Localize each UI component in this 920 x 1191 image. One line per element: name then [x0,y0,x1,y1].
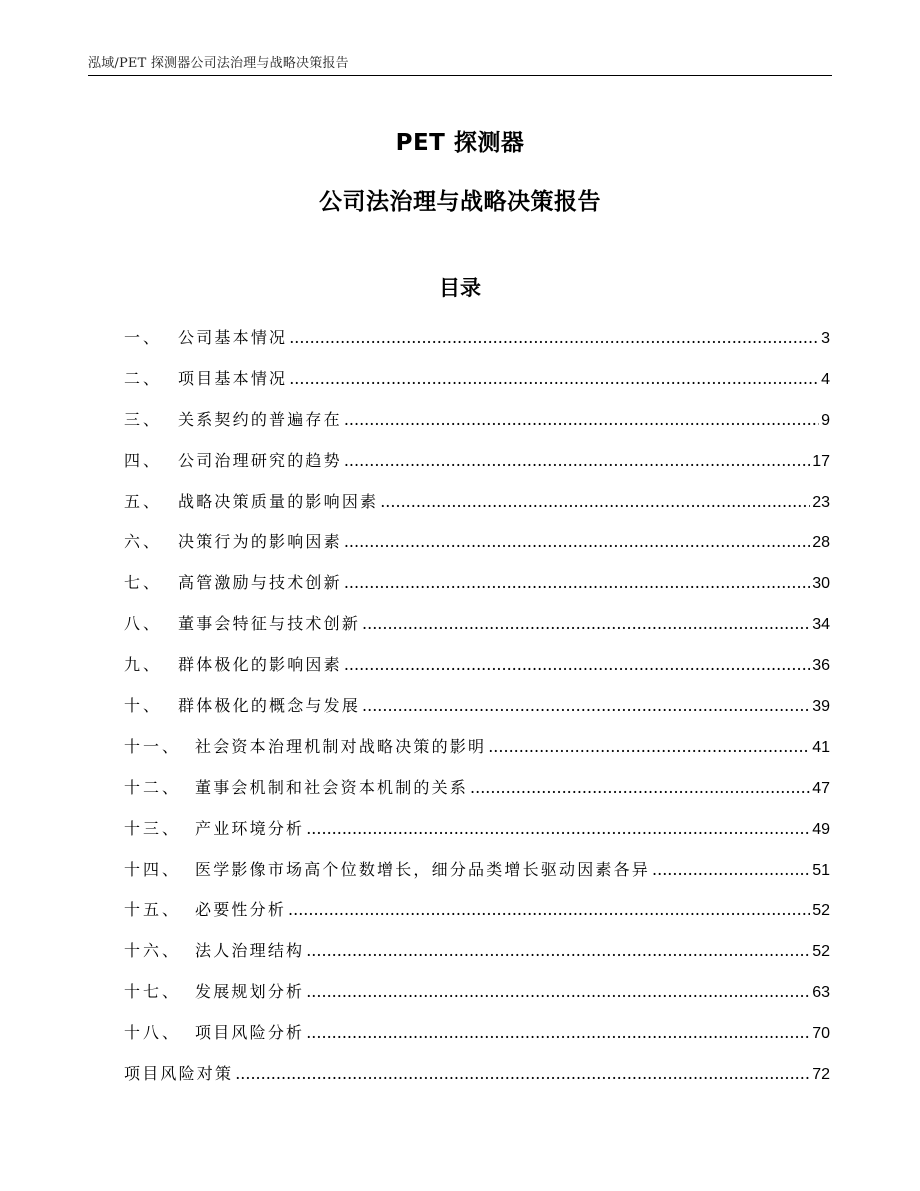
toc-dot-leader [344,446,810,476]
toc-entry[interactable] [124,323,830,364]
toc-entry-page: 34 [812,616,830,634]
toc-entry-number: 二、 [124,368,163,388]
toc-dot-leader [362,609,810,639]
toc-entry-number: 十二、 [124,777,182,797]
toc-entry-page: 23 [812,493,830,511]
toc-entry-page: 17 [812,452,830,470]
toc-entry-number: 十三、 [124,818,182,838]
toc-entry-label: 社会资本治理机制对战略决策的影明 [195,736,487,756]
running-header: 泓域/PET 探测器公司法治理与战略决策报告 [88,56,349,71]
toc-heading: 目录 [439,276,481,300]
toc-entry[interactable] [124,814,830,855]
toc-entry[interactable] [124,487,830,528]
toc-dot-leader [235,1059,810,1089]
toc-entry-label: 高管激励与技术创新 [178,573,342,593]
toc-entry-label: 群体极化的影响因素 [178,655,342,675]
toc-entry-number: 十四、 [124,859,182,879]
toc-entry-number: 十一、 [124,736,182,756]
toc-entry-page: 47 [812,779,830,797]
toc-dot-leader [306,936,810,966]
toc-entry-page: 30 [812,575,830,593]
toc-dot-leader [652,855,810,885]
toc-entry-number: 十、 [124,696,163,716]
toc-entry-label: 必要性分析 [195,900,287,920]
toc-entry-page: 28 [812,534,830,552]
toc-entry[interactable] [124,936,830,977]
toc-entry-label: 董事会机制和社会资本机制的关系 [195,777,469,797]
toc-entry-number: 十六、 [124,941,182,961]
toc-entry-number: 十八、 [124,1023,182,1043]
toc-entry-number: 九、 [124,655,163,675]
toc-entry-page: 52 [812,902,830,920]
toc-entry[interactable] [124,446,830,487]
toc-dot-leader [306,977,810,1007]
toc-dot-leader [344,405,819,435]
toc-entry[interactable] [124,405,830,446]
toc-entry-label: 群体极化的概念与发展 [178,696,361,716]
toc-entry[interactable] [124,732,830,773]
toc-dot-leader [470,773,810,803]
toc-entry-label: 产业环境分析 [195,818,305,838]
toc-entry-label: 项目风险对策 [124,1064,234,1084]
table-of-contents [124,323,830,1100]
toc-entry-page: 3 [821,330,830,347]
document-title-line1: PET 探测器 [395,130,525,156]
toc-entry[interactable] [124,1018,830,1059]
toc-entry[interactable] [124,527,830,568]
toc-entry-number: 七、 [124,573,163,593]
toc-entry-number: 十七、 [124,982,182,1002]
toc-dot-leader [289,364,819,394]
toc-entry-page: 39 [812,698,830,716]
toc-dot-leader [488,732,810,762]
toc-entry-number: 五、 [124,491,163,511]
toc-entry-page: 63 [812,984,830,1002]
toc-entry[interactable] [124,568,830,609]
toc-dot-leader [306,1018,810,1048]
toc-entry-label: 项目基本情况 [178,368,288,388]
toc-dot-leader [288,895,810,925]
toc-dot-leader [380,487,810,517]
toc-entry-number: 八、 [124,614,163,634]
toc-entry-label: 项目风险分析 [195,1023,305,1043]
toc-dot-leader [306,814,810,844]
toc-entry-page: 41 [812,738,830,756]
toc-dot-leader [289,323,819,353]
toc-entry-number: 四、 [124,450,163,470]
toc-entry-label: 公司基本情况 [178,328,288,347]
toc-entry[interactable] [124,895,830,936]
document-title-line2: 公司法治理与战略决策报告 [319,189,601,215]
toc-entry-number: 三、 [124,409,163,429]
toc-entry[interactable] [124,691,830,732]
toc-entry-number: 六、 [124,532,163,552]
toc-entry-label: 董事会特征与技术创新 [178,614,361,634]
toc-entry-page: 52 [812,943,830,961]
toc-entry-label: 医学影像市场高个位数增长，细分品类增长驱动因素各异 [195,859,651,879]
toc-entry-page: 51 [812,861,830,879]
toc-entry[interactable] [124,650,830,691]
toc-entry[interactable] [124,609,830,650]
toc-dot-leader [344,568,810,598]
header-divider [88,75,832,76]
toc-entry-page: 72 [812,1066,830,1084]
toc-entry[interactable] [124,1059,830,1100]
toc-entry-page: 36 [812,657,830,675]
toc-entry-page: 9 [821,411,830,429]
toc-entry-label: 法人治理结构 [195,941,305,961]
toc-entry-number: 十五、 [124,900,182,920]
toc-entry[interactable] [124,977,830,1018]
toc-dot-leader [362,691,810,721]
toc-entry-label: 决策行为的影响因素 [178,532,342,552]
toc-entry[interactable] [124,773,830,814]
toc-entry-label: 关系契约的普遍存在 [178,409,342,429]
toc-dot-leader [344,650,810,680]
toc-entry-label: 公司治理研究的趋势 [178,450,342,470]
toc-entry-page: 70 [812,1025,830,1043]
toc-entry[interactable] [124,855,830,896]
toc-entry-number: 一、 [124,328,163,347]
toc-entry-label: 战略决策质量的影响因素 [178,491,379,511]
toc-entry-label: 发展规划分析 [195,982,305,1002]
toc-entry[interactable] [124,364,830,405]
toc-entry-page: 4 [821,370,830,388]
toc-dot-leader [344,527,810,557]
toc-entry-page: 49 [812,820,830,838]
